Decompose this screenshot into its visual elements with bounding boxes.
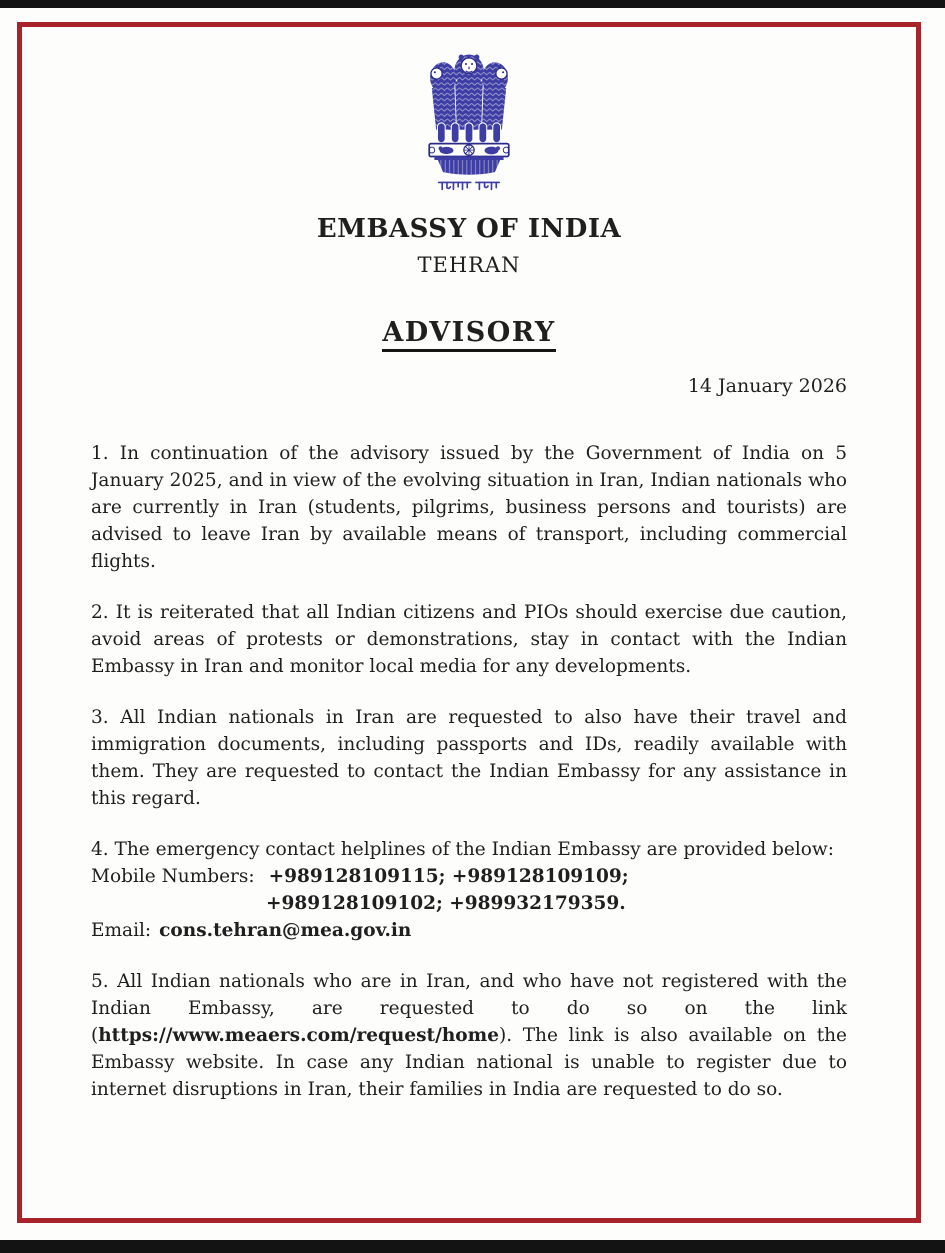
organization-city: TEHRAN <box>417 253 521 277</box>
organization-title: EMBASSY OF INDIA <box>316 214 622 244</box>
india-national-emblem <box>91 45 847 196</box>
paragraph-4 <box>91 836 847 944</box>
mobile-numbers-row <box>91 863 847 890</box>
registration-link: https://www.meaers.com/request/home <box>98 1025 499 1046</box>
lion-capital-icon <box>417 45 521 192</box>
helplines-intro: 4. The emergency contact helplines of the Indian Embassy are provided below: <box>91 839 834 860</box>
scan-edge-top <box>0 0 945 8</box>
paragraph-5 <box>91 968 847 1103</box>
email-address: cons.tehran@mea.gov.in <box>159 920 412 941</box>
email-label: Email: <box>91 920 152 941</box>
mobile-numbers-label: Mobile Numbers: <box>91 866 255 887</box>
email-row <box>91 917 847 944</box>
document-title-text: ADVISORY <box>382 317 555 352</box>
mobile-numbers-row2 <box>91 890 847 917</box>
paragraph-1: 1. In continuation of the advisory issued by the Government of India on 5 January 2025, and in view of the evolving situation in Iran, Indian nationals who are currently in Iran (students, pilgrims, business persons and tourists) are advised to leave Iran by available means of transport, including commercial flights. <box>91 443 847 572</box>
mobile-numbers-line1: +989128109115; +989128109109; <box>268 866 629 887</box>
mobile-numbers-line2: +989128109102; +989932179359. <box>266 893 626 914</box>
document-page <box>22 27 916 1103</box>
paragraph-5-post: ). The link is also available on the Embassy website. In case any Indian national is unable to register due to internet disruptions in Iran, their families in India are requested to do so. <box>91 1025 847 1100</box>
red-border-frame <box>17 22 921 1223</box>
document-title <box>91 317 847 348</box>
document-date: 14 January 2026 <box>687 375 847 397</box>
paragraph-5-pre: 5. All Indian nationals who are in Iran, and who have not registered with the Indian Embassy, are requested to do so on the link ( <box>91 971 847 1046</box>
scan-edge-bottom <box>0 1240 945 1253</box>
paragraph-2: 2. It is reiterated that all Indian citizens and PIOs should exercise due caution, avoid areas of protests or demonstrations, stay in contact with the Indian Embassy in Iran and monitor local media for any developments. <box>91 602 847 677</box>
paragraph-3: 3. All Indian nationals in Iran are requested to also have their travel and immigration documents, including passports and IDs, readily available with them. They are requested to contact the Indian Embassy for any assistance in this regard. <box>91 707 847 809</box>
